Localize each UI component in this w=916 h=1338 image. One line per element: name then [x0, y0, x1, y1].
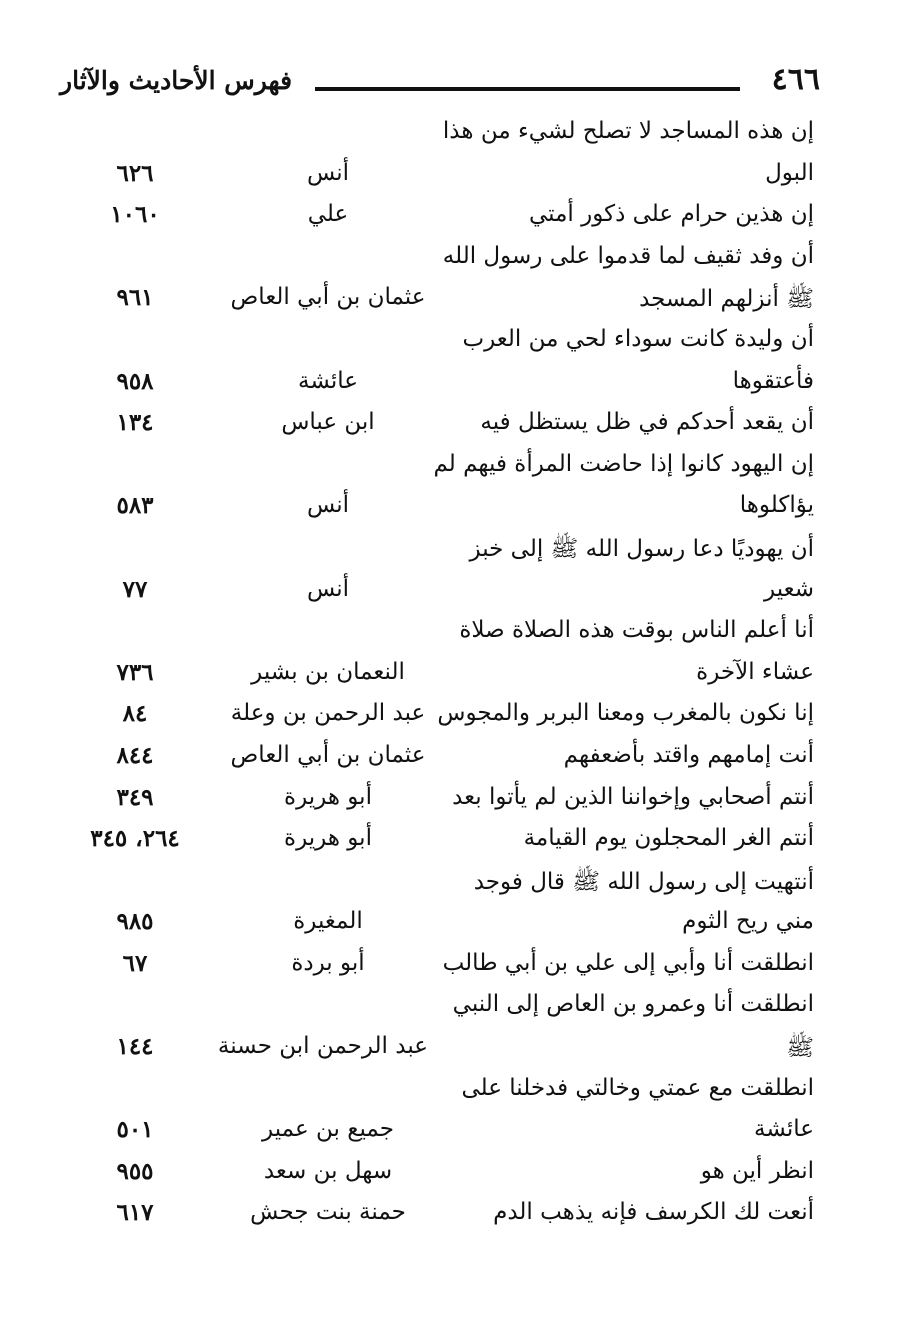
narrator-name: النعمان بن بشير [251, 658, 405, 685]
narrator-name: ابن عباس [281, 409, 375, 436]
hadith-text: أنت إمامهم واقتد بأضعفهم [563, 741, 814, 768]
index-row [60, 156, 820, 198]
narrator-name: عثمان بن أبي العاص [230, 284, 426, 311]
index-row [60, 447, 820, 489]
page-title: فهرس الأحاديث والآثار [60, 66, 293, 95]
page-reference: ٩٥٥ [116, 1157, 154, 1185]
hadith-text: إن هذين حرام على ذكور أمتي [529, 201, 814, 228]
index-row [60, 780, 820, 822]
hadith-text: أنتم الغر المحجلون يوم القيامة [523, 825, 814, 852]
narrator-name: سهل بن سعد [263, 1157, 393, 1184]
page-header [60, 62, 820, 106]
index-row [60, 738, 820, 780]
narrator-name: عائشة [298, 367, 358, 394]
hadith-text: انظر أين هو [700, 1157, 814, 1184]
narrator-name: جميع بن عمير [262, 1116, 394, 1143]
index-row [60, 322, 820, 364]
page-reference: ٦٧ [122, 949, 148, 977]
hadith-text: انطلقت مع عمتي وخالتي فدخلنا على [461, 1074, 814, 1101]
hadith-text: انطلقت أنا وعمرو بن العاص إلى النبي [452, 991, 814, 1018]
narrator-name: عثمان بن أبي العاص [230, 741, 426, 768]
page-reference: ٩٦١ [116, 284, 154, 312]
hadith-text: انطلقت أنا وأبي إلى علي بن أبي طالب [442, 949, 814, 976]
index-row [60, 863, 820, 905]
header-rule [315, 87, 740, 91]
page-reference: ٥٨٣ [116, 492, 154, 520]
hadith-text: أن يقعد أحدكم في ظل يستظل فيه [480, 409, 814, 436]
hadith-text: يؤاكلوها [739, 492, 814, 519]
page-reference: ٩٨٥ [116, 908, 154, 936]
page-reference: ١٠٦٠ [110, 201, 160, 229]
hadith-text: إن اليهود كانوا إذا حاضت المرأة فيهم لم [433, 450, 814, 477]
index-row [60, 946, 820, 988]
page-reference: ٢٦٤، ٣٤٥ [90, 825, 180, 853]
hadith-text: أنتم أصحابي وإخواننا الذين لم يأتوا بعد [452, 783, 814, 810]
page-reference: ٦٢٦ [116, 159, 154, 187]
page-reference: ٧٧ [122, 575, 148, 603]
hadith-text: إن هذه المساجد لا تصلح لشيء من هذا [442, 118, 814, 144]
hadith-text: مني ريح الثوم [682, 908, 814, 935]
hadith-text: أن وفد ثقيف لما قدموا على رسول الله [442, 242, 814, 269]
page-reference: ٦١٧ [116, 1199, 154, 1227]
index-row [60, 530, 820, 572]
hadith-text: ﷺ أنزلهم المسجد [639, 286, 814, 313]
index-row [60, 239, 820, 281]
index-row [60, 1112, 820, 1154]
index-row [60, 655, 820, 697]
hadith-text: فأعتقوها [732, 367, 814, 394]
index-row [60, 114, 820, 156]
index-row [60, 1195, 820, 1237]
narrator-name: عبد الرحمن بن وعلة [230, 700, 426, 727]
narrator-name: أنس [306, 159, 350, 186]
index-row [60, 1071, 820, 1113]
index-row [60, 987, 820, 1029]
page-reference: ٧٣٦ [116, 658, 154, 686]
page-reference: ٥٠١ [116, 1116, 154, 1144]
hadith-text: أن يهوديًا دعا رسول الله ﷺ إلى خبز [469, 535, 814, 562]
index-row [60, 488, 820, 530]
hadith-text: أنا أعلم الناس بوقت هذه الصلاة صلاة [459, 617, 814, 644]
hadith-text: إنا نكون بالمغرب ومعنا البربر والمجوس [437, 700, 814, 727]
hadith-text: عائشة [754, 1116, 814, 1143]
index-row [60, 280, 820, 322]
narrator-name: أبو بردة [291, 949, 365, 976]
hadith-text: شعير [764, 575, 814, 602]
index-row [60, 613, 820, 655]
page-reference: ١٤٤ [116, 1033, 154, 1061]
index-row [60, 1029, 820, 1071]
index-row [60, 572, 820, 614]
narrator-name: المغيرة [293, 908, 363, 935]
index-row [60, 405, 820, 447]
narrator-name: أنس [306, 575, 350, 602]
narrator-name: علي [307, 201, 349, 228]
hadith-text: أن وليدة كانت سوداء لحي من العرب [462, 325, 814, 352]
page-reference: ٣٤٩ [116, 783, 154, 811]
index-row [60, 904, 820, 946]
index-row [60, 821, 820, 863]
narrator-name: أبو هريرة [284, 783, 372, 810]
hadith-text: أنتهيت إلى رسول الله ﷺ قال فوجد [473, 868, 814, 895]
index-row [60, 1154, 820, 1196]
hadith-text: عشاء الآخرة [696, 658, 814, 685]
index-row [60, 364, 820, 406]
page-reference: ٩٥٨ [116, 367, 154, 395]
page-reference: ١٣٤ [116, 409, 154, 437]
hadith-text: أنعت لك الكرسف فإنه يذهب الدم [493, 1199, 814, 1226]
hadith-text: البول [765, 159, 814, 186]
index-row [60, 696, 820, 738]
narrator-name: عبد الرحمن ابن حسنة [217, 1033, 428, 1060]
page-reference: ٨٤٤ [116, 741, 154, 769]
narrator-name: حمنة بنت جحش [250, 1199, 406, 1226]
page-number: ٤٦٦ [771, 62, 820, 97]
index-row [60, 197, 820, 239]
hadith-index-list [60, 114, 820, 1237]
page-reference: ٨٤ [122, 700, 148, 728]
narrator-name: أبو هريرة [284, 825, 372, 852]
narrator-name: أنس [306, 492, 350, 519]
hadith-text: ﷺ [786, 1035, 814, 1062]
